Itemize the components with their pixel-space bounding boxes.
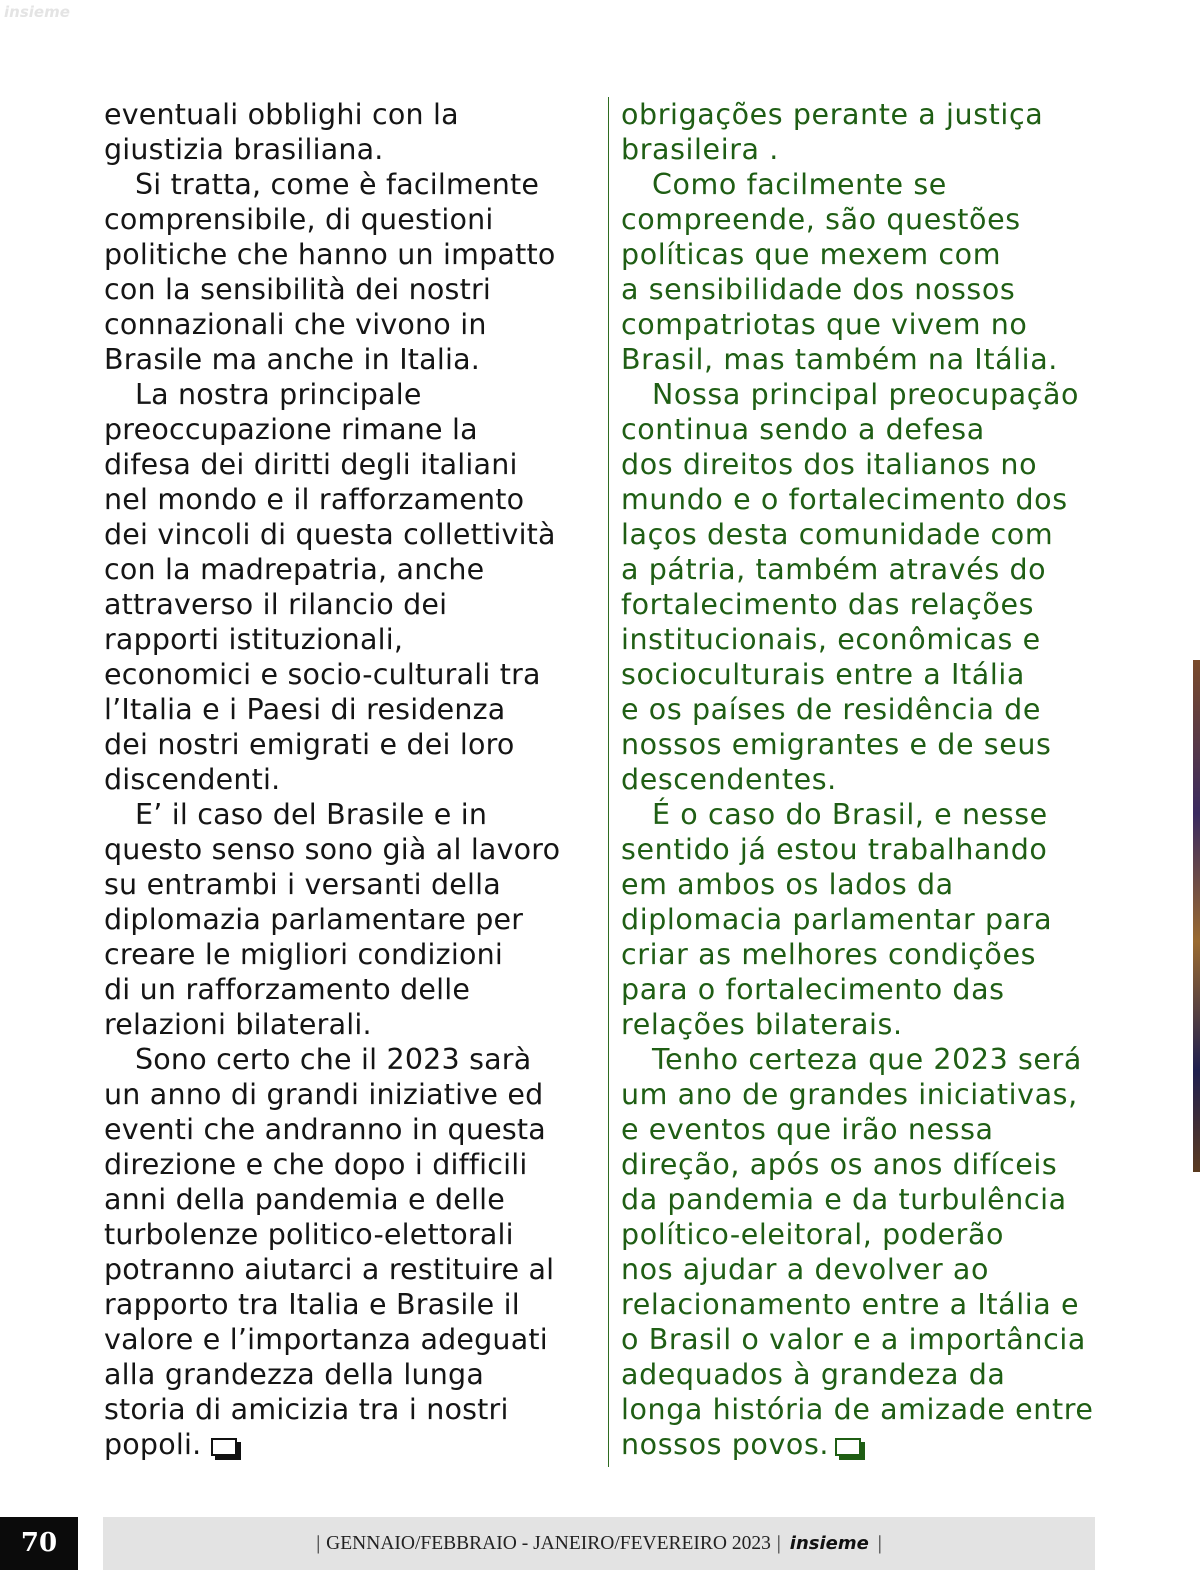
text-line: mundo e o fortalecimento dos bbox=[621, 483, 1068, 516]
end-of-article-icon bbox=[211, 1438, 237, 1456]
text-line: alla grandezza della lunga bbox=[104, 1358, 485, 1391]
text-line: a sensibilidade dos nossos bbox=[621, 273, 1016, 306]
text-line: nel mondo e il rafforzamento bbox=[104, 483, 525, 516]
text-line: compreende, são questões bbox=[621, 203, 1021, 236]
text-line: para o fortalecimento das bbox=[621, 973, 1005, 1006]
footer-issue: GENNAIO/FEBBRAIO - JANEIRO/FEVEREIRO 2023 bbox=[326, 1532, 771, 1554]
text-line: La nostra principale bbox=[135, 378, 422, 411]
last-text-line bbox=[621, 1427, 1101, 1462]
text-line: longa história de amizade entre bbox=[621, 1393, 1094, 1426]
text-line: criar as melhores condições bbox=[621, 938, 1037, 971]
text-line: con la madrepatria, anche bbox=[104, 553, 485, 586]
footer-brand-logo: insieme bbox=[789, 1533, 869, 1554]
text-line: institucionais, econômicas e bbox=[621, 623, 1041, 656]
text-line: um ano de grandes iniciativas, bbox=[621, 1078, 1078, 1111]
text-line: su entrambi i versanti della bbox=[104, 868, 501, 901]
text-line: Como facilmente se bbox=[652, 168, 947, 201]
text-line: relazioni bilaterali. bbox=[104, 1008, 372, 1041]
last-text-line bbox=[104, 1427, 594, 1462]
text-line: eventi che andranno in questa bbox=[104, 1113, 546, 1146]
text-line: laços desta comunidade com bbox=[621, 518, 1054, 551]
text-line: dei vincoli di questa collettività bbox=[104, 518, 556, 551]
header-brand-logo: insieme bbox=[4, 3, 70, 21]
text-line: con la sensibilità dei nostri bbox=[104, 273, 491, 306]
text-line: sentido já estou trabalhando bbox=[621, 833, 1048, 866]
text-line: un anno di grandi iniziative ed bbox=[104, 1078, 544, 1111]
text-line: creare le migliori condizioni bbox=[104, 938, 503, 971]
text-line: o Brasil o valor e a importância bbox=[621, 1323, 1086, 1356]
text-line: relações bilaterais. bbox=[621, 1008, 903, 1041]
text-line: político-eleitoral, poderão bbox=[621, 1218, 1005, 1251]
text-line: e os países de residência de bbox=[621, 693, 1042, 726]
text-line: compatriotas que vivem no bbox=[621, 308, 1028, 341]
text-line: eventuali obblighi con la bbox=[104, 98, 459, 131]
adjacent-page-image-edge bbox=[1193, 660, 1200, 1172]
text-line: e eventos que irão nessa bbox=[621, 1113, 994, 1146]
text-line: da pandemia e da turbulência bbox=[621, 1183, 1067, 1216]
text-line: fortalecimento das relações bbox=[621, 588, 1035, 621]
text-line: connazionali che vivono in bbox=[104, 308, 487, 341]
text-line: direzione e che dopo i difficili bbox=[104, 1148, 528, 1181]
column-divider bbox=[608, 97, 609, 1467]
text-line: rapporto tra Italia e Brasile il bbox=[104, 1288, 520, 1321]
text-line: difesa dei diritti degli italiani bbox=[104, 448, 518, 481]
text-line: l’Italia e i Paesi di residenza bbox=[104, 693, 506, 726]
text-line: Sono certo che il 2023 sarà bbox=[135, 1043, 532, 1076]
page-number: 70 bbox=[0, 1517, 78, 1570]
text-line: É o caso do Brasil, e nesse bbox=[652, 798, 1048, 831]
text-line: questo senso sono già al lavoro bbox=[104, 833, 561, 866]
text-line: dei nostri emigrati e dei loro bbox=[104, 728, 515, 761]
text-line: descendentes. bbox=[621, 763, 837, 796]
text-line: turbolenze politico-elettorali bbox=[104, 1218, 514, 1251]
text-line: preoccupazione rimane la bbox=[104, 413, 478, 446]
text-line: di un rafforzamento delle bbox=[104, 973, 471, 1006]
text-line: a pátria, também através do bbox=[621, 553, 1047, 586]
portuguese-column bbox=[621, 97, 1101, 1462]
text-line: E’ il caso del Brasile e in bbox=[135, 798, 488, 831]
text-line-end: popoli. bbox=[104, 1428, 202, 1461]
text-line: politiche che hanno un impatto bbox=[104, 238, 556, 271]
footer-separator: | bbox=[776, 1532, 781, 1554]
text-line: Brasile ma anche in Italia. bbox=[104, 343, 480, 376]
text-line: Si tratta, come è facilmente bbox=[135, 168, 540, 201]
text-line: storia di amicizia tra i nostri bbox=[104, 1393, 509, 1426]
text-line: discendenti. bbox=[104, 763, 281, 796]
text-line: continua sendo a defesa bbox=[621, 413, 985, 446]
text-line: economici e socio-culturali tra bbox=[104, 658, 541, 691]
text-line: attraverso il rilancio dei bbox=[104, 588, 448, 621]
text-line: diplomacia parlamentar para bbox=[621, 903, 1053, 936]
text-line: rapporti istituzionali, bbox=[104, 623, 404, 656]
footer-separator: | bbox=[316, 1532, 321, 1554]
end-of-article-icon bbox=[835, 1438, 861, 1456]
text-line: relacionamento entre a Itália e bbox=[621, 1288, 1080, 1321]
text-line: Tenho certeza que 2023 será bbox=[652, 1043, 1082, 1076]
text-line: comprensibile, di questioni bbox=[104, 203, 494, 236]
text-line: Brasil, mas também na Itália. bbox=[621, 343, 1058, 376]
text-line: diplomazia parlamentare per bbox=[104, 903, 524, 936]
text-line: nos ajudar a devolver ao bbox=[621, 1253, 990, 1286]
text-line: obrigações perante a justiça bbox=[621, 98, 1044, 131]
text-line: anni della pandemia e delle bbox=[104, 1183, 505, 1216]
footer-separator: | bbox=[877, 1532, 882, 1554]
text-line: políticas que mexem com bbox=[621, 238, 1002, 271]
text-line: direção, após os anos difíceis bbox=[621, 1148, 1058, 1181]
text-line: socioculturais entre a Itália bbox=[621, 658, 1025, 691]
text-line: dos direitos dos italianos no bbox=[621, 448, 1038, 481]
text-line: Nossa principal preocupação bbox=[652, 378, 1080, 411]
text-line: giustizia brasiliana. bbox=[104, 133, 384, 166]
text-line: potranno aiutarci a restituire al bbox=[104, 1253, 555, 1286]
italian-column bbox=[104, 97, 594, 1462]
text-line: brasileira . bbox=[621, 133, 779, 166]
text-line: em ambos os lados da bbox=[621, 868, 954, 901]
text-line: adequados à grandeza da bbox=[621, 1358, 1006, 1391]
text-line-end: nossos povos. bbox=[621, 1428, 830, 1461]
text-line: nossos emigrantes e de seus bbox=[621, 728, 1052, 761]
text-line: valore e l’importanza adeguati bbox=[104, 1323, 548, 1356]
footer-bar bbox=[103, 1517, 1095, 1570]
